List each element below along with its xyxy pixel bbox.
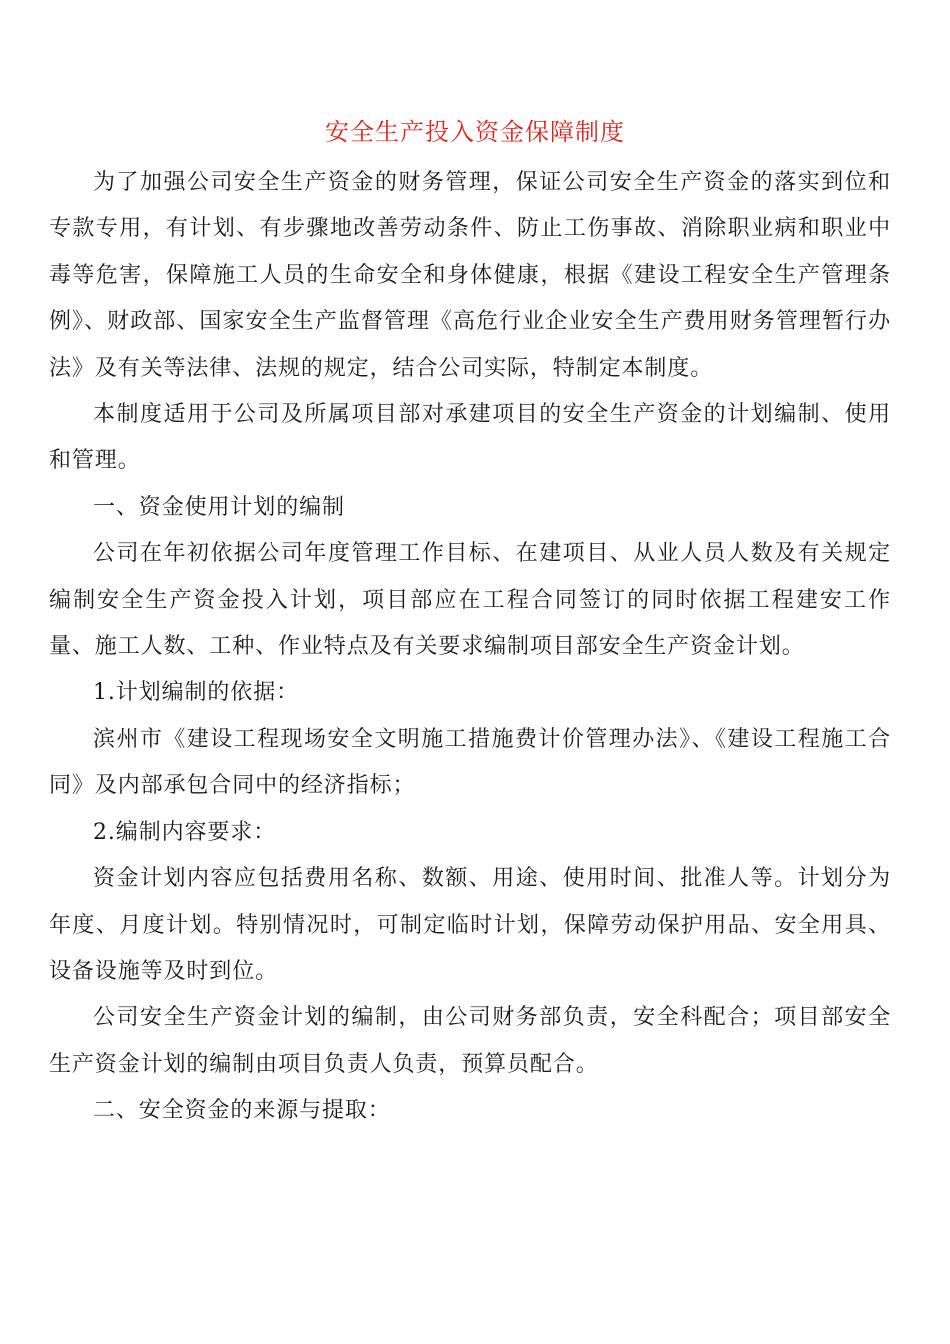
paragraph-purpose: 为了加强公司安全生产资金的财务管理，保证公司安全生产资金的落实到位和专款专用，有计划、有步骤地改善劳动条件、防止工伤事故、消除职业病和职业中毒等危害，保障施工人员的生命安全和身体健康，根据《建设工程安全生产管理条例》、财政部、国家安全生产监督管理《高危行业企业安全生产费用财务管理暂行办法》及有关等法律、法规的规定，结合公司实际，特制定本制度。 — [49, 170, 891, 381]
paragraph-plan-basis: 滨州市《建设工程现场安全文明施工措施费计价管理办法》、《建设工程施工合同》及内部承包合同中的经济指标； — [49, 726, 891, 799]
paragraph-responsibility: 公司安全生产资金计划的编制，由公司财务部负责，安全科配合；项目部安全生产资金计划的编制由项目负责人负责，预算员配合。 — [49, 1005, 891, 1077]
document-body — [49, 160, 891, 1135]
document-title: 安全生产投入资金保障制度 — [325, 118, 625, 146]
subheading-content-requirements: 2.编制内容要求： — [93, 819, 277, 845]
paragraph-content-requirements: 资金计划内容应包括费用名称、数额、用途、使用时间、批准人等。计划分为年度、月度计划。特别情况时，可制定临时计划，保障劳动保护用品、安全用具、设备设施等及时到位。 — [49, 866, 891, 984]
section-heading-funding-source: 二、安全资金的来源与提取： — [93, 1098, 391, 1124]
section-heading-plan-compilation: 一、资金使用计划的编制 — [93, 494, 345, 520]
subheading-plan-basis: 1.计划编制的依据： — [93, 680, 299, 706]
paragraph-annual-plan: 公司在年初依据公司年度管理工作目标、在建项目、从业人员人数及有关规定编制安全生产资金投入计划，项目部应在工程合同签订的同时依据工程建安工作量、施工人数、工种、作业特点及有关要求编制项目部安全生产资金计划。 — [49, 541, 891, 660]
paragraph-scope: 本制度适用于公司及所属项目部对承建项目的安全生产资金的计划编制、使用和管理。 — [49, 402, 891, 474]
